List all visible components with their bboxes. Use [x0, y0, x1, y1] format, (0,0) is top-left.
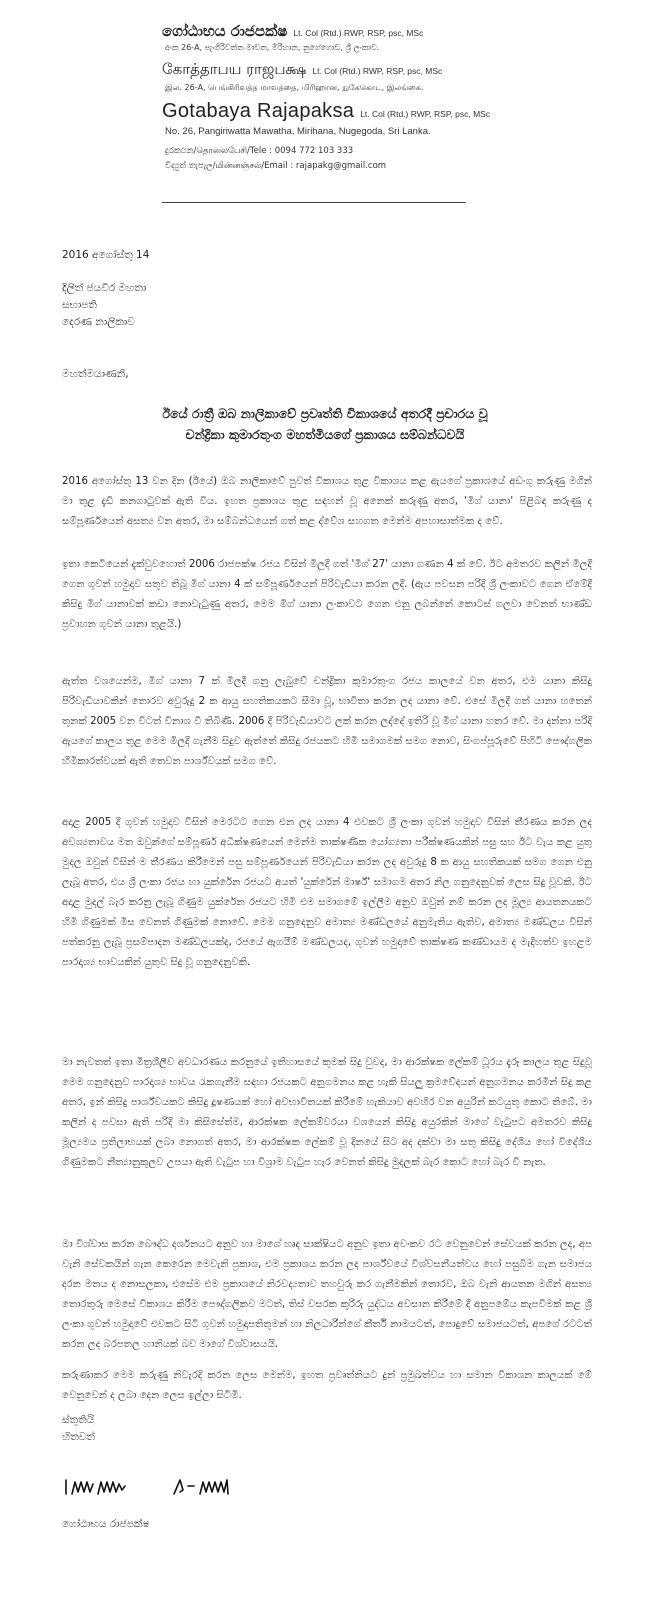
- closing-thanks: ස්තුතියි: [62, 1414, 95, 1426]
- closing-sincerely: හිතවත්: [62, 1431, 95, 1443]
- salutation: මහත්මයාණනි,: [62, 368, 129, 380]
- letterhead-name-english: Gotabaya Rajapaksa: [162, 100, 355, 122]
- heading-line: චන්ද්‍රිකා කුමාරතුංග මහත්මියගේ ප්‍රකාශය සම්බන්ධවයි: [185, 427, 465, 442]
- letterhead-telephone: දුරකථන/தொலைபேசி/Tele : 0094 772 103 333: [165, 146, 354, 156]
- recipient-address: [62, 280, 146, 331]
- closing: [62, 1412, 95, 1446]
- heading-line: ඊයේ රාත්‍රී ඔබ නාලිකාවේ ප්‍රවෘත්ති විකාශයේ අතරදී ප්‍රචාරය වූ: [162, 406, 488, 421]
- body-paragraph: ඉතා කෙටියෙන් දැක්වුවහොත් 2006 රාජපක්ෂ රජය විසින් මිලදී ගත් 'මිග් 27' යානා ගණන 4 ක් වේ. ඊට අමතරව කලින් මිලදී ගෙන ගුවන් හමුදාව සතුව තිබූ මිග් යානා 4 ක් සම්පූර්ණයෙන් පිරිවැඩියා කරන ලදී. (ඇය පවසන පරිදි ශ්‍රී ලංකාවට ගෙන ඒමේදී කිසිදු මිග් යානාවක් කඩා නොවැටුණු අතර, මෙම මිග් යානා ලංකාවට ගෙන එනු ලබන්නේ කොටස් ගලවා වෙනත් භාණ්ඩ ප්‍රවාහන ගුවන් යානා තුළයි.): [62, 559, 592, 631]
- signer-name: ගෝඨාභය රාජපක්ෂ: [62, 1518, 150, 1530]
- letterhead-rank: Lt. Col (Rtd.) RWP, RSP, psc, MSc: [293, 28, 424, 38]
- letter-heading: [60, 403, 590, 445]
- letterhead-email: විද්‍යුත් තැපැල/மின்னஞ்சல்/Email : rajapakg@gmail.com: [165, 161, 387, 171]
- body-paragraph: ඇත්ත වශයෙන්ම, මිග් යානා 7 ක් මිලදී ගනු ලැබුවේ චන්ද්‍රිකා කුමාරතුංග රජය කාලයේ වන අතර, එම යානා කිසිදු පිරිවැඩියාවකින් තොරව අවුරුදු 2 ක ආයු සහතිකයකට සීමා වූ, භාවිතා කරන ලද යානා වේ. එසේ මිලදී ගත් යානා හතෙන් තුනක් 2005 වන විටත් විනාශ වී තිබිණි. 2006 දී පිරිවැඩියාවට ලක් කරන ලද්දේ ඉතිරි වූ මිග් යානා හතර වේ. මා දන්නා පරිදි ඇයගේ කාලය තුළ මෙම මිලදී ගැනීම සිදුව ඇත්තේ කිසිදු රජයකට හිමි සමාගමක් සමග නොව, සිංගප්පූරුවේ පිහිටි පෞද්ගලික හිමිකාරත්වයක් ඇති තෙවන පාර්ශ්වයක් සමග වේ.: [62, 676, 592, 768]
- letter-date: 2016 අගෝස්තු 14: [62, 249, 150, 261]
- letterhead-divider: [162, 202, 466, 203]
- body-paragraph: අදාළ 2005 දී ගුවන් හමුදාව විසින් මෙරටට ගෙන එන ලද යානා 4 එවකට ශ්‍රී ලංකා ගුවන් හමුදාව විසින් තීරණය කරන ලද අවශ්‍යතාවය මත ඔවුන්ගේ සම්පූර්ණ අධීක්ෂණයෙන් මෙන්ම තාක්ෂණික යෝග්‍යතා පරීක්ෂණයකින් පසු සහ ඊට වැය කළ යුතු මුදල ඔවුන් විසින් ම තීරණය කිරීමෙන් පසු සම්පූර්ණයෙන් පිරිවැඩියා කරන ලද අවුරුදු 8 ක ආයු සහතිකයක් සමග ගෙන එනු ලැබූ අතර, එය ශ්‍රී ලංකා රජය හා යුක්රේන රජයට අයත් 'යුක්රේන් මාර්ෂ්' සමාගම අතර නිල ගනුදෙනුවක් ලෙස සිදු වූවකි. ඊට අදාළ මුදල් බැර කරනු ලැබූ ගිණුම යුක්රේන රජයට හිමි එම සමාගමේ ඉල්ලීම අනුව ඔවුන් නම් කරන ලද මූල්‍ය ආයතනයකට හිමි ගිණුමක් මිස වෙනත් ගිණුමක් නොවේ. මෙම ගනුදෙනුව අමාත්‍ය මණ්ඩලයේ අනුමැතිය ඇතිව, අමාත්‍ය මණ්ඩලය විසින් පත්කරනු ලැබූ ප්‍රසම්පාදන මණ්ඩලයක්ද, රජයේ ඇගයීම් මණ්ඩලයද, ගුවන් හමුදාවේ තාක්ෂණ කණ්ඩායම ද මැදිහත්ව ඉහළම පාරදෘශ්‍ය භාවයකින් යුතුව සිදු වූ ගනුදෙනුවකි.: [62, 817, 592, 969]
- letterhead-address-tamil: இல. 26-A, பெங்கிரிவத்த மாவத்தை, மிரிஹான, நுகேகொட, இலங்கை.: [165, 83, 424, 92]
- body-paragraph: 2016 අගෝස්තු 13 වන දින (ඊයේ) ඔබ නාලිකාවේ පුවත් විකාශය තුළ විකාශය කළ ඇයගේ ප්‍රකාශයේ අඩංගු කරුණු මගින් මා තුළ දැඩි කනගාටුවක් ඇති විය. ඉහත ප්‍රකාශය තුළ සඳහන් වූ අනෙක් කරුණු අතර, 'මිග් යානා' පිළිබඳ කරුණු ද සම්පූර්ණයෙන් අසත්‍ය වන අතර, මා සම්බන්ධයෙන් ගත් කළ ද්වේශ සහගත මෙන්ම අපහාසාත්මක ද වේ.: [62, 476, 592, 528]
- recipient-organization: දෙරණ නාලිකාව: [62, 316, 135, 328]
- recipient-name: දිලිත් ජයවීර මහතා: [62, 282, 147, 294]
- letterhead-address-sinhala: අංක 26-A, පැංගිරිවත්ත මාවත, මිරිහාන, නුගේගොඩ, ශ්‍රී ලංකාව.: [165, 43, 380, 52]
- body-paragraph: මා විශ්වාස කරන බෞද්ධ දර්ශනයට අනුව හා මාගේ හෘද සාක්ෂියට අනුව ඉතා අවංකව රට වෙනුවෙන් සේවයක් කරන ලද, අප වැනි සේවකයින් ගැන කෙරෙන මෙවැනි ප්‍රකාශ, එම ප්‍රකාශය කරන ලද පාර්ශ්වයේ විශ්වසනීයත්වය හෝ පසුබිම ගැන සමාජය දරන මතය ද නොසලකා, එසේම එම ප්‍රකාශයේ නිරවද්‍යතාව තහවුරු කර ගැනීමකින් තොරව, ඔබ වැනි ආයතන මගින් අසත්‍ය තොරතුරු මෙසේ විකාශය කිරීම පෞද්ගලිකව මටත්, තිස් වසරක කුරිරු යුද්ධය අවසාන කිරීමේ දී අනුපමේය කැපවීමක් කළ ශ්‍රී ලංකා ගුවන් හමුදාවේ එවකට සිටි ගුවන් හමුදාපතිතුමන් හා නිලධාරීන්ගේ කීර්ති නාමයටත්, පොදුවේ සමාජයටත්, අපගේ රටටත් කරන ලද බරපතල හානියක් බව මාගේ විශ්වාසයයි.: [62, 1239, 592, 1351]
- letterhead-rank: Lt. Col (Rtd.) RWP, RSP, psc, MSc: [312, 66, 443, 76]
- letterhead-address-english: No. 26, Pangiriwatta Mawatha, Mirihana, Nugegoda, Sri Lanka.: [165, 126, 431, 137]
- letterhead-rank: Lt. Col (Rtd.) RWP, RSP, psc, MSc: [360, 109, 491, 119]
- recipient-title: සභාපති: [62, 299, 97, 311]
- handwritten-signature: [62, 1470, 282, 1506]
- letterhead-name-tamil: கோத்தாபய ராஜபக்ஷ: [162, 60, 307, 78]
- body-paragraph: මා නැවතත් ඉතා මිත්‍රශීලීව අවධාරණය කරනුයේ ඉතිහාසයේ කුමක් සිදු වුවද, මා ආරක්ෂක ලේකම් ධූරය දැරූ කාලය තුළ සිදුවූ මෙම ගනුදෙනුව පාරදෘශ්‍ය භාවය රැකගැනීම සඳහා රජයකට අනුගමනය කළ හැකි සියලු ක්‍රමවේදයන් අනුගමනය කරමින් සිදු කළ අතර, ඉන් කිසිදු පාර්ශ්වයකට කිසිදු දූෂණයක් හෝ අවභාවිතයක් කිරීමේ හැකියාව අවහිර වන අයුරින් කටයුතු කොට තිබේ. මා කලින් ද පවසා ඇති පරිදි මා කිසිසේත්ම, ආරක්ෂක ලේකම්වරයා වශයෙන් කිසිදු අයුරකින් මාගේ වැටුපට අමතරව කිසිදු මූල්‍යමය ප්‍රතිලාභයක් ලබා නොගත් අතර, මා ආරක්ෂක ලේකම් වූ දිනයේ සිට අද දක්වා මා සතු කිසිදු දේශීය හෝ විදේශීය ගිණුමකට නීත්‍යානුකූලව උපයා ඇති වැටුප හා විශ්‍රාම වැටුප හැර වෙනත් කිසිදු මුදලක් බැර කොට හෝ බැර වී නැත.: [62, 1057, 592, 1169]
- letterhead-name-sinhala: ගෝඨාභය රාජපක්ෂ: [162, 22, 288, 40]
- letterhead: [162, 22, 522, 174]
- body-paragraph: කරුණාකර මෙම කරුණු නිවැරදි කරන ලෙස මෙන්ම, ඉහත ප්‍රවෘත්තියට දුන් ප්‍රමුඛත්වය හා සමාන විකාශන කාලයක් මේ වෙනුවෙන් ද ලබා දෙන ලෙස ඉල්ලා සිටිමි.: [62, 1370, 592, 1402]
